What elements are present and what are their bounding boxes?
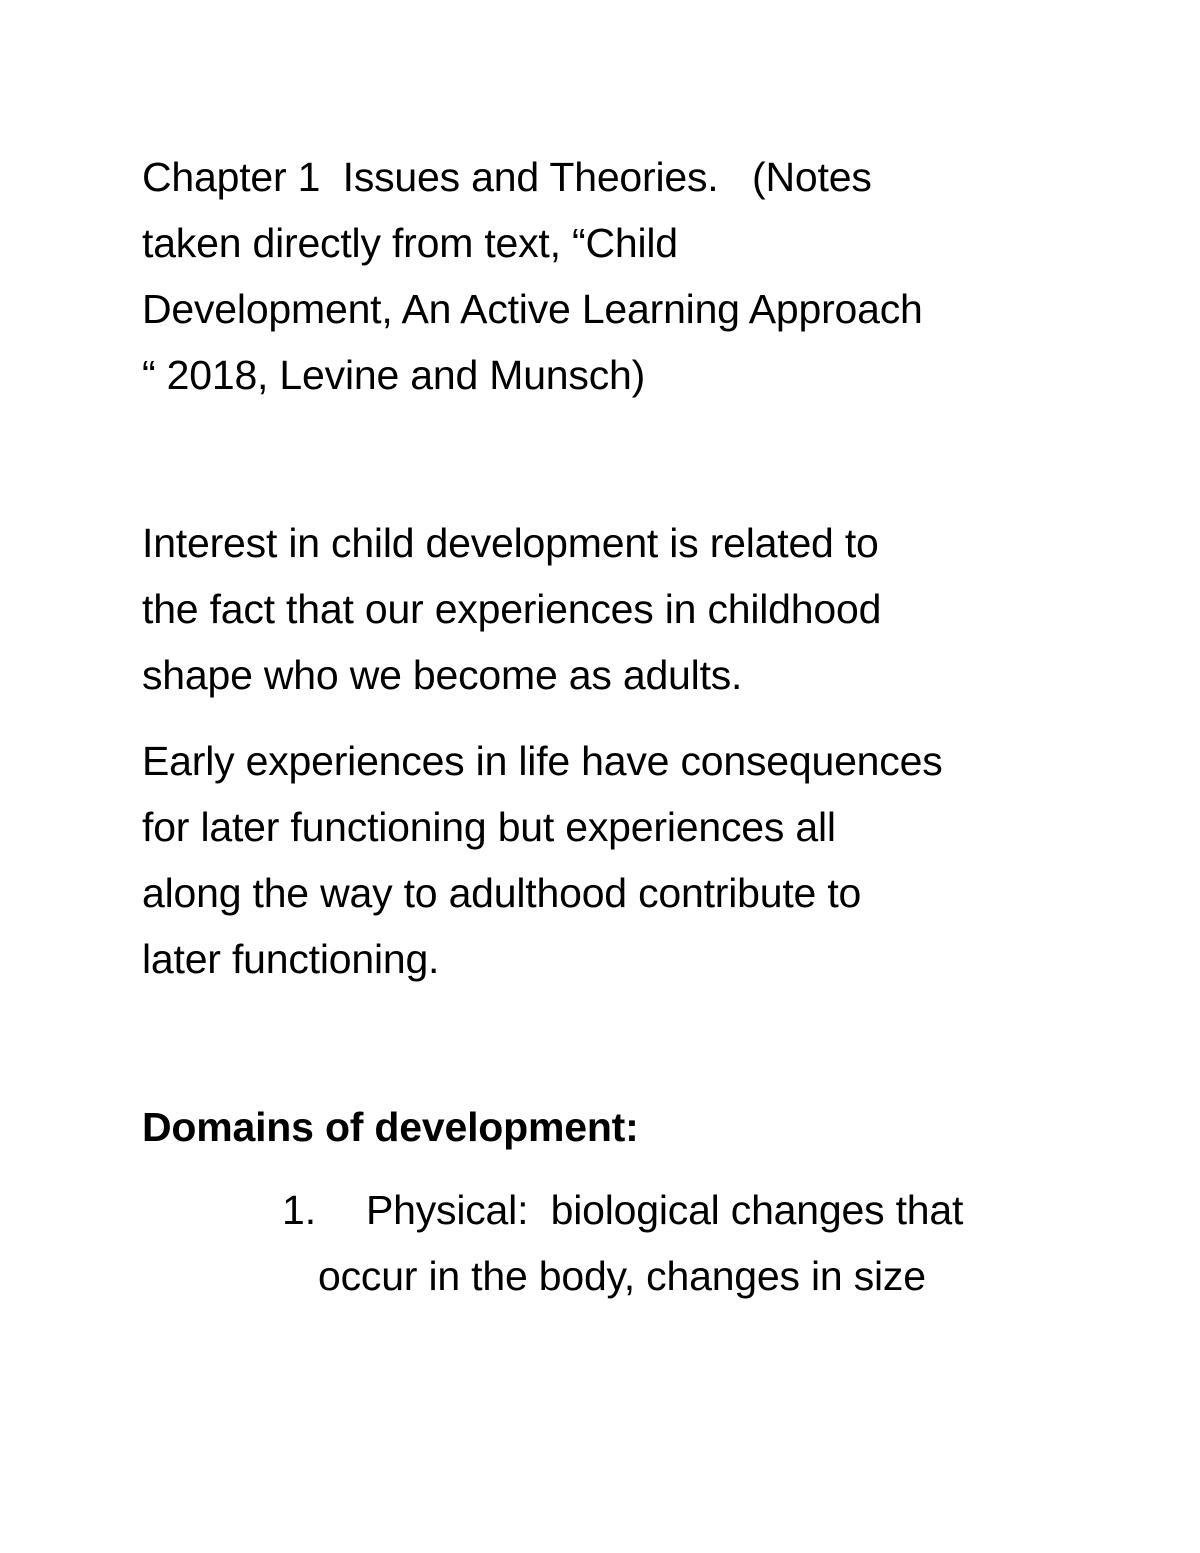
paragraph-2-line-2: for later functioning but experiences all (142, 804, 836, 850)
title-line-4: “ 2018, Levine and Munsch) (142, 352, 646, 398)
title-line-3: Development, An Active Learning Approach (142, 286, 923, 332)
paragraph-1-line-3: shape who we become as adults. (142, 652, 743, 698)
paragraph-1-line-2: the fact that our experiences in childhood (142, 586, 882, 632)
list-item-text: Physical: biological changes that (366, 1187, 964, 1233)
paragraph-1-line-1: Interest in child development is related to (142, 520, 879, 566)
title-line-2: taken directly from text, “Child (142, 220, 678, 266)
paragraph-2-line-1: Early experiences in life have consequences (142, 738, 943, 784)
paragraph-2-line-4: later functioning. (142, 936, 440, 982)
title-line-1: Chapter 1 Issues and Theories. (Notes (142, 154, 872, 200)
list-item-number: 1. (282, 1187, 317, 1233)
paragraph-2-line-3: along the way to adulthood contribute to (142, 870, 862, 916)
list-item-continuation: occur in the body, changes in size (318, 1253, 926, 1299)
section-heading: Domains of development: (142, 1104, 639, 1150)
